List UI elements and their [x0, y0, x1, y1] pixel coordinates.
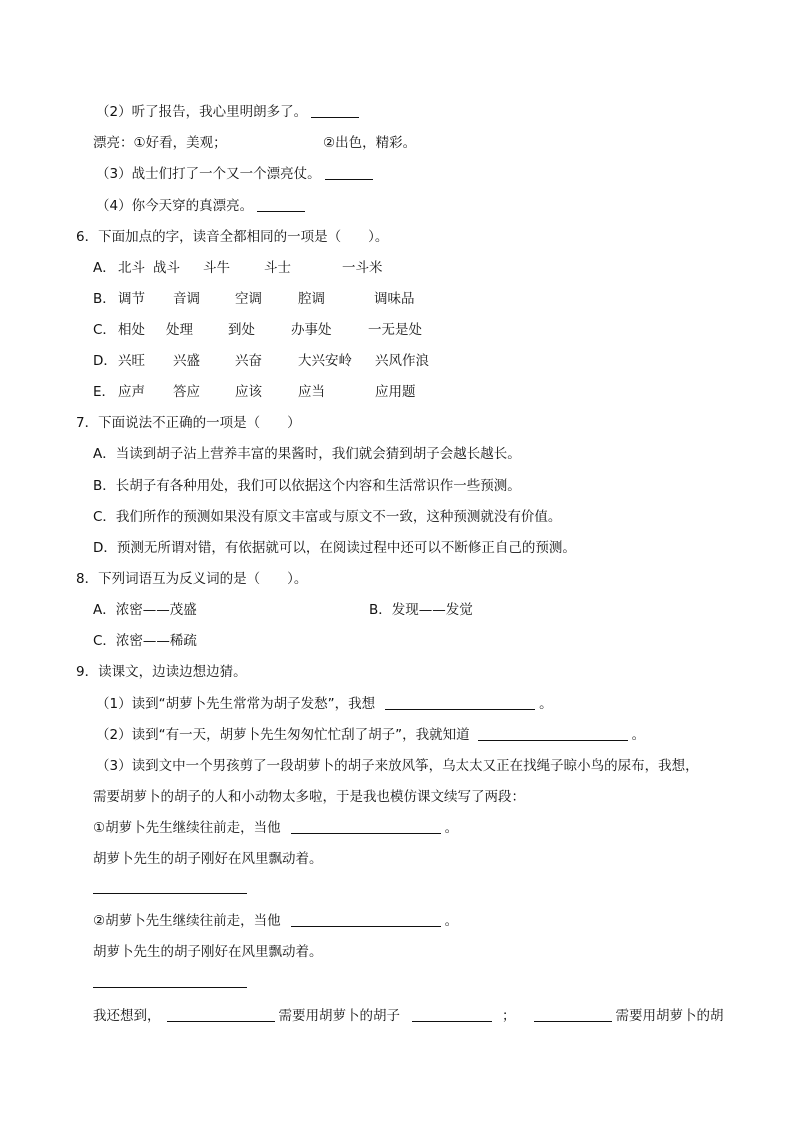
q9-last-prefix: 我还想到，	[93, 1008, 161, 1024]
q6-option-b-word-5: 调味品	[374, 291, 415, 307]
q5-item-3	[96, 168, 377, 182]
q9-para-1	[93, 822, 458, 836]
q5-definition-word: 漂亮：	[93, 135, 134, 151]
q8-option-a[interactable]: A．浓密——茂盛	[93, 602, 197, 618]
q9-item-1	[96, 698, 553, 712]
q6-option-e-word-5: 应用题	[375, 384, 416, 400]
q6-option-d-word-2: 兴盛	[173, 353, 200, 369]
q9-last-blank-1[interactable]	[167, 1020, 275, 1022]
q9-para-2-answer-blank[interactable]	[291, 925, 441, 927]
q6-option-d-label[interactable]: D．	[93, 353, 117, 369]
q9-para-1-writing-line[interactable]	[93, 893, 247, 894]
q6-option-a-label[interactable]: A．	[93, 260, 116, 276]
q7-option-b[interactable]: B．长胡子有各种用处，我们可以依据这个内容和生活常识作一些预测。	[93, 478, 521, 494]
q5-item-4	[96, 200, 309, 214]
q8-option-c[interactable]: C．浓密——稀疏	[93, 633, 197, 649]
q5-item-2-text: （2）听了报告，我心里明朗多了。	[96, 104, 308, 120]
q9-item-2-text: （2）读到“有一天，胡萝卜先生匆匆忙忙刮了胡子”，我就知道	[96, 727, 470, 743]
q6-option-e-word-4: 应当	[298, 384, 325, 400]
q6-option-a-word-1: 北斗	[118, 260, 145, 276]
q9-para-1-text: ①胡萝卜先生继续往前走，当他	[93, 820, 281, 836]
q6-option-e-label[interactable]: E．	[93, 384, 116, 400]
q6-option-d-word-5: 兴风作浪	[375, 353, 429, 369]
q9-para-2-writing-line[interactable]	[93, 987, 247, 988]
q6-option-c-label[interactable]: C．	[93, 322, 116, 338]
q6-option-b-word-3: 空调	[235, 291, 262, 307]
q6-option-b-word-1: 调节	[118, 291, 145, 307]
q5-item-2-answer-blank[interactable]	[311, 116, 359, 118]
q6-option-e-word-1: 应声	[118, 384, 145, 400]
q6-option-a-word-5: 一斗米	[342, 260, 383, 276]
q5-definition-1: ①好看，美观；	[133, 135, 227, 151]
q9-item-1-answer-blank[interactable]	[385, 708, 535, 710]
q9-last-blank-2[interactable]	[412, 1020, 492, 1022]
q5-item-4-answer-blank[interactable]	[257, 210, 305, 212]
q9-item-2-end: 。	[631, 727, 646, 743]
q9-para-1-end: 。	[444, 820, 459, 836]
q9-last-line	[93, 1010, 724, 1024]
q7-option-c[interactable]: C．我们所作的预测如果没有原文丰富或与原文不一致，这种预测就没有价值。	[93, 509, 562, 525]
q9-para-1-line-2: 胡萝卜先生的胡子刚好在风里飘动着。	[93, 851, 323, 867]
q6-stem: 6．下面加点的字，读音全都相同的一项是（ ）。	[76, 229, 389, 245]
q9-item-2-answer-blank[interactable]	[478, 739, 628, 741]
q6-option-c-word-4: 办事处	[291, 322, 332, 338]
q5-item-2	[96, 106, 363, 120]
q9-para-2	[93, 915, 458, 929]
q8-stem: 8．下列词语互为反义词的是（ ）。	[76, 571, 308, 587]
q9-item-3-line-2: 需要胡萝卜的胡子的人和小动物太多啦，于是我也模仿课文续写了两段：	[93, 789, 525, 805]
q7-stem: 7．下面说法不正确的一项是（ ）	[76, 415, 301, 431]
q5-item-3-answer-blank[interactable]	[325, 178, 373, 180]
q6-option-e-word-3: 应该	[235, 384, 262, 400]
q6-option-a-word-2: 战斗	[153, 260, 180, 276]
q9-para-2-end: 。	[444, 913, 459, 929]
q6-option-a-word-3: 斗牛	[203, 260, 230, 276]
q6-option-c-word-1: 相处	[118, 322, 145, 338]
q9-item-2	[96, 729, 645, 743]
q6-option-d-word-4: 大兴安岭	[298, 353, 352, 369]
q6-option-a-word-4: 斗士	[264, 260, 291, 276]
q9-last-blank-3[interactable]	[534, 1020, 612, 1022]
q6-option-b-word-2: 音调	[173, 291, 200, 307]
q7-option-a[interactable]: A．当读到胡子沾上营养丰富的果酱时，我们就会猜到胡子会越长越长。	[93, 446, 521, 462]
q6-option-d-word-1: 兴旺	[118, 353, 145, 369]
q6-option-e-word-2: 答应	[173, 384, 200, 400]
q9-item-3-line-1: （3）读到文中一个男孩剪了一段胡萝卜的胡子来放风筝，乌太太又正在找绳子晾小鸟的尿布，我想，	[96, 758, 699, 774]
q9-last-mid: 需要用胡萝卜的胡子	[278, 1008, 400, 1024]
q9-last-sep: ；	[502, 1008, 516, 1024]
q6-option-d-word-3: 兴奋	[235, 353, 262, 369]
q9-item-1-text: （1）读到“胡萝卜先生常常为胡子发愁”，我想	[96, 696, 376, 712]
q9-item-1-end: 。	[539, 696, 553, 712]
q9-para-2-text: ②胡萝卜先生继续往前走，当他	[93, 913, 281, 929]
q6-option-b-word-4: 腔调	[298, 291, 325, 307]
q8-option-b[interactable]: B．发现——发觉	[369, 602, 473, 618]
q5-definition	[93, 137, 227, 151]
q9-para-1-answer-blank[interactable]	[291, 832, 441, 834]
q9-para-2-line-2: 胡萝卜先生的胡子刚好在风里飘动着。	[93, 944, 323, 960]
q6-option-b-label[interactable]: B．	[93, 291, 116, 307]
q6-option-c-word-2: 处理	[166, 322, 193, 338]
q5-item-3-text: （3）战士们打了一个又一个漂亮仗。	[96, 166, 321, 182]
q9-last-end: 需要用胡萝卜的胡	[615, 1008, 724, 1024]
q5-definition-2: ②出色，精彩。	[323, 135, 417, 151]
q5-item-4-text: （4）你今天穿的真漂亮。	[96, 198, 254, 214]
q9-stem: 9．读课文，边读边想边猜。	[76, 664, 247, 680]
q7-option-d[interactable]: D．预测无所谓对错，有依据就可以，在阅读过程中还可以不断修正自己的预测。	[93, 540, 576, 556]
q6-option-c-word-5: 一无是处	[368, 322, 422, 338]
q6-option-c-word-3: 到处	[228, 322, 255, 338]
